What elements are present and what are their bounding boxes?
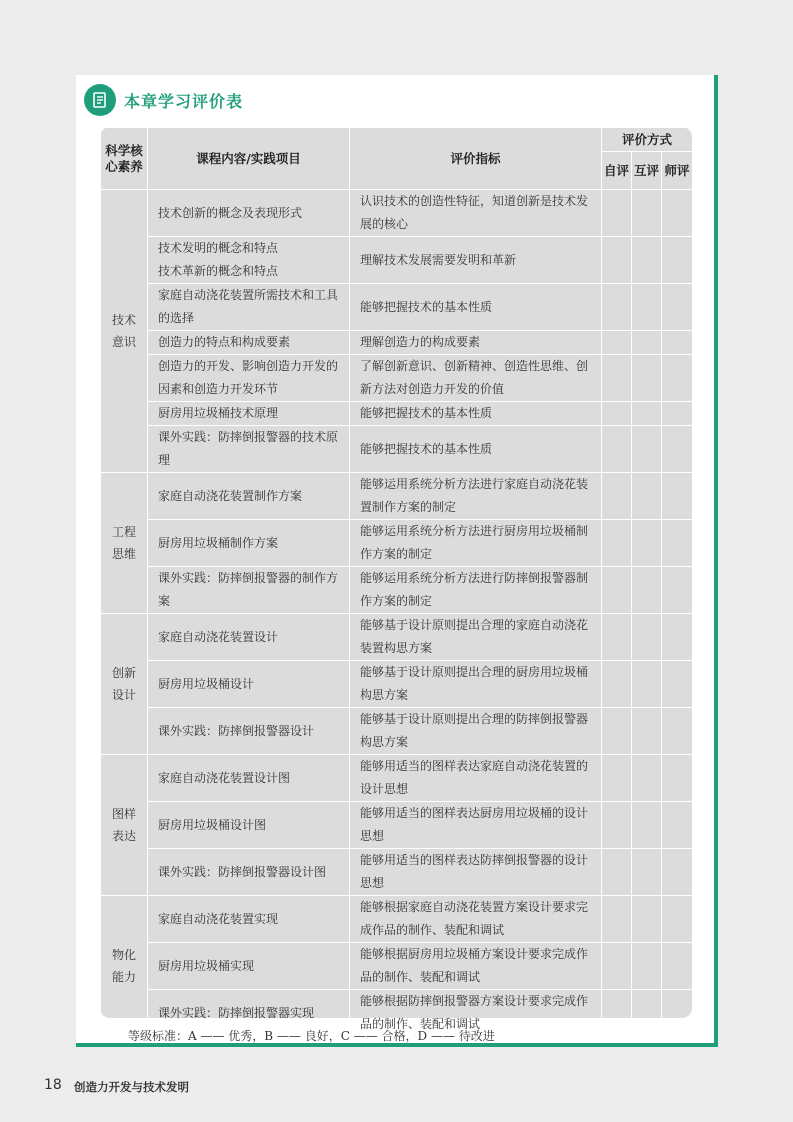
self-eval-cell[interactable] [602,284,632,331]
category-cell: 工程思维 [101,473,148,614]
peer-eval-cell[interactable] [632,520,662,567]
category-cell: 技术意识 [101,190,148,473]
indicator-cell: 了解创新意识、创新精神、创造性思维、创新方法对创造力开发的价值 [350,355,602,402]
self-eval-cell[interactable] [602,355,632,402]
evaluation-sheet [76,75,718,1047]
peer-eval-cell[interactable] [632,990,662,1037]
self-eval-cell[interactable] [602,802,632,849]
indicator-cell: 能够把握技术的基本性质 [350,402,602,426]
header-self: 自评 [602,152,632,190]
peer-eval-cell[interactable] [632,426,662,473]
indicator-cell: 能够运用系统分析方法进行家庭自动浇花装置制作方案的制定 [350,473,602,520]
self-eval-cell[interactable] [602,943,632,990]
content-cell: 厨房用垃圾桶实现 [148,943,350,990]
peer-eval-cell[interactable] [632,402,662,426]
header-content: 课程内容/实践项目 [148,128,350,190]
peer-eval-cell[interactable] [632,331,662,355]
content-cell: 厨房用垃圾桶设计 [148,661,350,708]
content-cell: 课外实践：防摔倒报警器的技术原理 [148,426,350,473]
content-cell: 创造力的开发、影响创造力开发的因素和创造力开发环节 [148,355,350,402]
indicator-cell: 能够运用系统分析方法进行厨房用垃圾桶制作方案的制定 [350,520,602,567]
indicator-cell: 能够用适当的图样表达防摔倒报警器的设计思想 [350,849,602,896]
indicator-cell: 能够把握技术的基本性质 [350,284,602,331]
content-cell: 课外实践：防摔倒报警器的制作方案 [148,567,350,614]
section-title: 本章学习评价表 [124,91,244,111]
teacher-eval-cell[interactable] [662,755,693,802]
table-row [101,284,693,331]
self-eval-cell[interactable] [602,520,632,567]
header-peer: 互评 [632,152,662,190]
content-cell: 家庭自动浇花装置所需技术和工具的选择 [148,284,350,331]
table-row [101,614,693,661]
content-cell: 厨房用垃圾桶设计图 [148,802,350,849]
self-eval-cell[interactable] [602,990,632,1037]
indicator-cell: 能够运用系统分析方法进行防摔倒报警器制作方案的制定 [350,567,602,614]
self-eval-cell[interactable] [602,237,632,284]
table-row [101,355,693,402]
table-row [101,520,693,567]
peer-eval-cell[interactable] [632,802,662,849]
self-eval-cell[interactable] [602,402,632,426]
peer-eval-cell[interactable] [632,237,662,284]
teacher-eval-cell[interactable] [662,896,693,943]
book-title: 创造力开发与技术发明 [74,1080,189,1094]
content-cell: 家庭自动浇花装置设计图 [148,755,350,802]
table-row [101,473,693,520]
header-category: 科学核心素养 [101,128,148,190]
content-cell: 课外实践：防摔倒报警器设计图 [148,849,350,896]
table-row [101,849,693,896]
teacher-eval-cell[interactable] [662,943,693,990]
table-row [101,567,693,614]
evaluation-table [100,127,693,1037]
table-row [101,896,693,943]
table-row [101,402,693,426]
teacher-eval-cell[interactable] [662,567,693,614]
teacher-eval-cell[interactable] [662,802,693,849]
table-row [101,755,693,802]
notebook-icon [84,84,116,116]
self-eval-cell[interactable] [602,426,632,473]
header-teacher: 师评 [662,152,693,190]
table-row [101,661,693,708]
indicator-cell: 理解技术发展需要发明和革新 [350,237,602,284]
content-cell: 家庭自动浇花装置实现 [148,896,350,943]
teacher-eval-cell[interactable] [662,284,693,331]
teacher-eval-cell[interactable] [662,708,693,755]
self-eval-cell[interactable] [602,473,632,520]
self-eval-cell[interactable] [602,661,632,708]
self-eval-cell[interactable] [602,755,632,802]
peer-eval-cell[interactable] [632,661,662,708]
peer-eval-cell[interactable] [632,614,662,661]
teacher-eval-cell[interactable] [662,331,693,355]
content-cell: 家庭自动浇花装置制作方案 [148,473,350,520]
self-eval-cell[interactable] [602,849,632,896]
page-number: 18 [44,1077,62,1093]
table-row [101,331,693,355]
teacher-eval-cell[interactable] [662,237,693,284]
category-cell: 图样表达 [101,755,148,896]
teacher-eval-cell[interactable] [662,426,693,473]
indicator-cell: 能够根据家庭自动浇花装置方案设计要求完成作品的制作、装配和调试 [350,896,602,943]
teacher-eval-cell[interactable] [662,402,693,426]
header-method: 评价方式 [602,128,693,152]
self-eval-cell[interactable] [602,708,632,755]
teacher-eval-cell[interactable] [662,520,693,567]
table-row [101,708,693,755]
peer-eval-cell[interactable] [632,355,662,402]
content-cell: 创造力的特点和构成要素 [148,331,350,355]
content-cell: 厨房用垃圾桶技术原理 [148,402,350,426]
content-cell: 课外实践：防摔倒报警器设计 [148,708,350,755]
content-cell: 家庭自动浇花装置设计 [148,614,350,661]
peer-eval-cell[interactable] [632,284,662,331]
content-cell: 技术发明的概念和特点 技术革新的概念和特点 [148,237,350,284]
table-row [101,426,693,473]
table-row [101,802,693,849]
teacher-eval-cell[interactable] [662,473,693,520]
teacher-eval-cell[interactable] [662,849,693,896]
peer-eval-cell[interactable] [632,473,662,520]
peer-eval-cell[interactable] [632,755,662,802]
self-eval-cell[interactable] [602,331,632,355]
indicator-cell: 能够基于设计原则提出合理的家庭自动浇花装置构思方案 [350,614,602,661]
teacher-eval-cell[interactable] [662,614,693,661]
teacher-eval-cell[interactable] [662,355,693,402]
peer-eval-cell[interactable] [632,849,662,896]
teacher-eval-cell[interactable] [662,190,693,237]
category-cell: 创新设计 [101,614,148,755]
teacher-eval-cell[interactable] [662,990,693,1037]
indicator-cell: 能够基于设计原则提出合理的防摔倒报警器构思方案 [350,708,602,755]
table-row [101,190,693,237]
self-eval-cell[interactable] [602,567,632,614]
indicator-cell: 能够用适当的图样表达厨房用垃圾桶的设计思想 [350,802,602,849]
indicator-cell: 认识技术的创造性特征，知道创新是技术发展的核心 [350,190,602,237]
content-cell: 课外实践：防摔倒报警器实现 [148,990,350,1037]
section-header [84,83,243,117]
peer-eval-cell[interactable] [632,896,662,943]
content-cell: 厨房用垃圾桶制作方案 [148,520,350,567]
evaluation-table-container [100,127,692,1031]
self-eval-cell[interactable] [602,614,632,661]
table-row [101,943,693,990]
grading-standard: 等级标准：A —— 优秀，B —— 良好，C —— 合格，D —— 待改进 [128,1029,495,1043]
teacher-eval-cell[interactable] [662,661,693,708]
peer-eval-cell[interactable] [632,708,662,755]
peer-eval-cell[interactable] [632,190,662,237]
indicator-cell: 能够用适当的图样表达家庭自动浇花装置的设计思想 [350,755,602,802]
self-eval-cell[interactable] [602,896,632,943]
category-cell: 物化能力 [101,896,148,1037]
table-row [101,237,693,284]
peer-eval-cell[interactable] [632,567,662,614]
content-cell: 技术创新的概念及表现形式 [148,190,350,237]
indicator-cell: 能够根据厨房用垃圾桶方案设计要求完成作品的制作、装配和调试 [350,943,602,990]
indicator-cell: 能够根据防摔倒报警器方案设计要求完成作品的制作、装配和调试 [350,990,602,1037]
indicator-cell: 理解创造力的构成要素 [350,331,602,355]
indicator-cell: 能够把握技术的基本性质 [350,426,602,473]
self-eval-cell[interactable] [602,190,632,237]
indicator-cell: 能够基于设计原则提出合理的厨房用垃圾桶构思方案 [350,661,602,708]
header-indicator: 评价指标 [350,128,602,190]
peer-eval-cell[interactable] [632,943,662,990]
